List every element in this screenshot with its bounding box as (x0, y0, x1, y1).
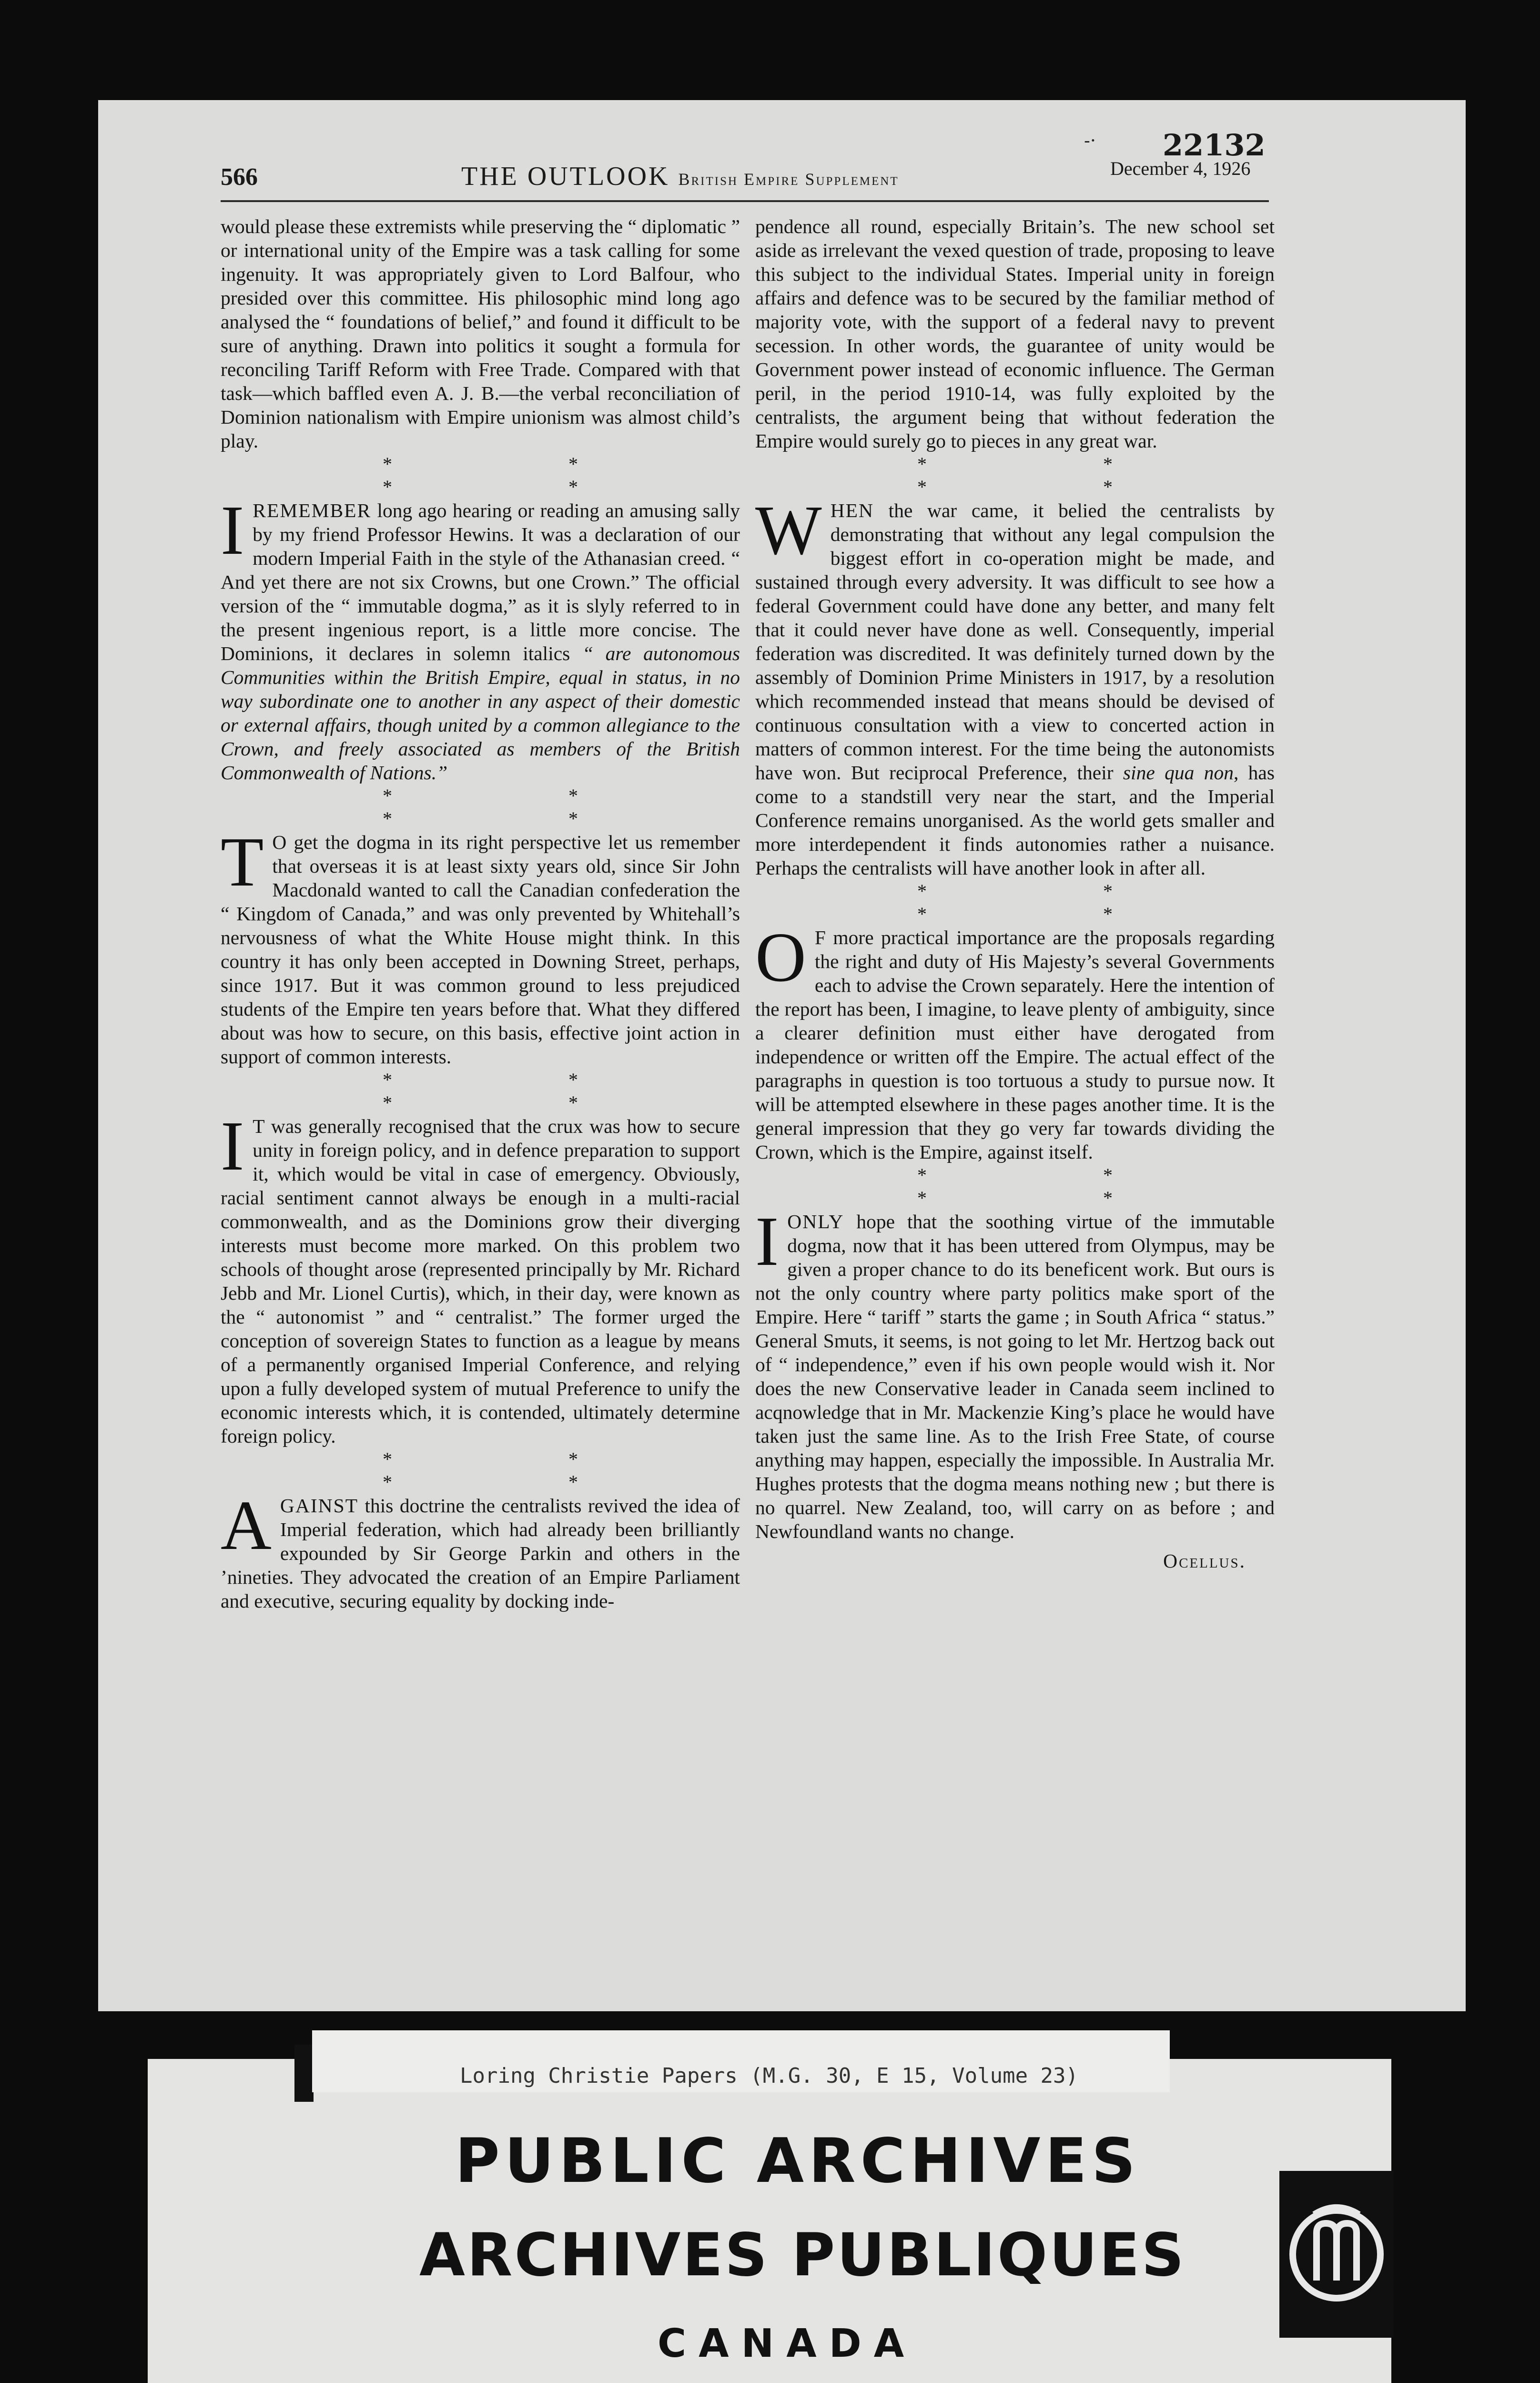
italic-quote: “ are autonomous Communities within the British Empire, equal in status, in no way subordinate one to another in any aspect of their domestic or external affairs, though united by a common allegiance to the Crown, and freely associated as members of the British Commonwealth of Nations.” (221, 642, 740, 784)
paragraph-text: , has come to a standstill very near the start, and the Imperial Conference remains unorganised. As the world gets smaller and more interdependent it finds autonomies rather a nuisance. Perhaps the centralists will have another look in after all. (755, 762, 1275, 879)
masthead-title: THE OUTLOOK (461, 162, 670, 191)
page-number: 566 (221, 163, 258, 191)
paragraph (221, 491, 740, 784)
stamp-number: 22132 (1163, 128, 1266, 163)
masthead (461, 161, 899, 192)
lead-word: HEN (830, 499, 874, 521)
paragraph: pendence all round, especially Britain’s. The new school set aside as irrelevant the vexed question of trade, proposing to leave this subject to the individual States. Imperial unity in foreign affairs and defence was to be secured by the familiar method of majority vote, with the support of a federal navy to prevent secession. In other words, the guarantee of unity would be Government power instead of economic influence. The German peril, in the period 1910-14, was fully exploited by the centralists, the argument being that without federation the Empire would surely go to pieces in any great war. (755, 215, 1275, 452)
paragraph (755, 1202, 1275, 1543)
drop-cap: W (755, 491, 822, 570)
archives-canada-logo-icon (1279, 2171, 1394, 2338)
logo-graphic (1279, 2171, 1394, 2338)
paragraph (755, 918, 1275, 1164)
italic-phrase: sine qua non (1123, 762, 1234, 784)
reference-marker (294, 2045, 314, 2102)
pencil-mark-icon: ‐· (1084, 130, 1096, 151)
drop-cap: I (221, 1107, 244, 1185)
masthead-subtitle: British Empire Supplement (678, 170, 899, 189)
section-divider: * * * * (917, 453, 1198, 498)
paragraph-text: O get the dogma in its right perspective let us remember that overseas it is at least sixty years old, since Sir John Macdonald wanted to call the Canadian confederation the “ Kingdom of Canada,” and was only prevented by Whitehall’s nervousness of what the White House might think. In this country it has only been accepted in Downing Street, perhaps, since 1917. But it was common ground to less prejudiced students of the Empire ten years before that. What they differed about was how to secure, on this basis, effective joint action in support of common interests. (221, 831, 740, 1068)
paragraph: would please these extremists while preserving the “ diplomatic ” or international unity of the Empire was a task calling for some ingenuity. It was appropriately given to Lord Balfour, who presided over this committee. His philosophic mind long ago analysed the “ foundations of belief,” and found it difficult to be sure of anything. Drawn into politics it sought a formula for reconciling Tariff Reform with Free Trade. Compared with that task—which baffled even A. J. B.—the verbal reconciliation of Dominion nationalism with Empire unionism was almost child’s play. (221, 215, 740, 452)
paragraph-text: F more practical importance are the proposals regarding the right and duty of His Majesty’s several Governments each to advise the Crown separately. Here the intention of the report has been, I imagine, to leave plenty of ambiguity, since a clearer definition must either have derogated from independence or written off the Empire. The actual effect of the paragraphs in question is too tortuous a study to pursue now. It will be attempted elsewhere in these pages another time. It is the general impression that they go very far towards dividing the Crown, which is the Empire, against itself. (755, 927, 1275, 1163)
section-divider: * * * * (383, 1448, 664, 1493)
issue-date: December 4, 1926 (1110, 158, 1251, 179)
author-signature: Ocellus. (1163, 1550, 1246, 1572)
section-divider: * * * * (383, 1069, 664, 1113)
section-divider: * * * * (917, 1164, 1198, 1209)
right-column (755, 214, 1275, 1573)
paragraph (221, 1487, 740, 1613)
drop-cap: T (221, 823, 264, 901)
header-rule (221, 200, 1269, 202)
collection-reference: Loring Christie Papers (M.G. 30, E 15, Volume 23) (460, 2064, 1079, 2088)
section-divider: * * * * (383, 785, 664, 829)
archive-name-english: PUBLIC ARCHIVES (455, 2126, 1140, 2197)
paragraph (221, 1107, 740, 1448)
paragraph-text: this doctrine the centralists revived the idea of Imperial federation, which had already been brilliantly expounded by Sir George Parkin and others in the ’nineties. They advocated the creation of an Empire Parliament and executive, securing equality by docking inde- (221, 1495, 740, 1612)
section-divider: * * * * (383, 453, 664, 498)
section-divider: * * * * (917, 880, 1198, 925)
lead-word: REMEMBER (253, 499, 372, 521)
drop-cap: I (221, 491, 244, 570)
paragraph (755, 491, 1275, 880)
paragraph-text: hope that the soothing virtue of the immutable dogma, now that it has been uttered from Olympus, may be given a proper chance to do its beneficent work. But ours is not the only country where party politics make sport of the Empire. Here “ tariff ” starts the game ; in South Africa “ status.” General Smuts, it seems, is not going to let Mr. Hertzog back out of “ independence,” even if his own people would wish it. Nor does the new Conservative leader in Canada seem inclined to acqnowledge that in Mr. Mackenzie King’s place he would have taken just the same line. As to the Irish Free State, of course anything may happen, especially the impossible. In Australia Mr. Hughes protests that the dogma means nothing new ; but there is no quarrel. New Zealand, too, will carry on as before ; and Newfoundland wants no change. (755, 1211, 1275, 1542)
lead-word: ONLY (787, 1211, 844, 1232)
archive-country: CANADA (658, 2321, 917, 2366)
paragraph-text: the war came, it belied the centralists by demonstrating that without any legal compulsion the biggest effort in co-operation might be made, and sustained through every adversity. It was difficult to see how a federal Government could have done any better, and many felt that it could never have done as well. Consequently, imperial federation was discredited. It was definitely turned down by the assembly of Dominion Prime Ministers in 1917, by a resolution which recommended instead that means should be devised of continuous consultation with a view to concerted action in matters of common interest. For the time being the autonomists have won. But reciprocal Preference, their (755, 499, 1275, 784)
archive-name-french: ARCHIVES PUBLIQUES (419, 2221, 1186, 2290)
drop-cap: O (755, 918, 806, 997)
drop-cap: A (221, 1487, 272, 1565)
lead-word: GAINST (280, 1495, 359, 1517)
left-column (221, 214, 740, 1613)
paragraph (221, 823, 740, 1069)
paragraph-text: T was generally recognised that the crux was how to secure unity in foreign policy, and in defence preparation to support it, which would be vital in case of emergency. Obviously, racial sentiment cannot always be enough in a multi-racial commonwealth, and as the Dominions grow their diverging interests must become more marked. On this problem two schools of thought arose (represented principally by Mr. Richard Jebb and Mr. Lionel Curtis), which, in their day, were known as the “ autonomist ” and “ centralist.” The former urged the conception of sovereign States to function as a league by means of a permanently organised Imperial Conference, and relying upon a fully developed system of mutual Preference to unify the economic interests which, it is contended, ultimately determine foreign policy. (221, 1115, 740, 1447)
drop-cap: I (755, 1202, 779, 1281)
paragraph-text: long ago hearing or reading an amusing sally by my friend Professor Hewins. It was a declaration of our modern Imperial Faith in the style of the Athanasian creed. “ And yet there are not six Crowns, but one Crown.” The official version of the “ immutable dogma,” as it is slyly referred to in the present ingenious report, is a little more concise. The Dominions, it declares in solemn italics (221, 499, 740, 664)
